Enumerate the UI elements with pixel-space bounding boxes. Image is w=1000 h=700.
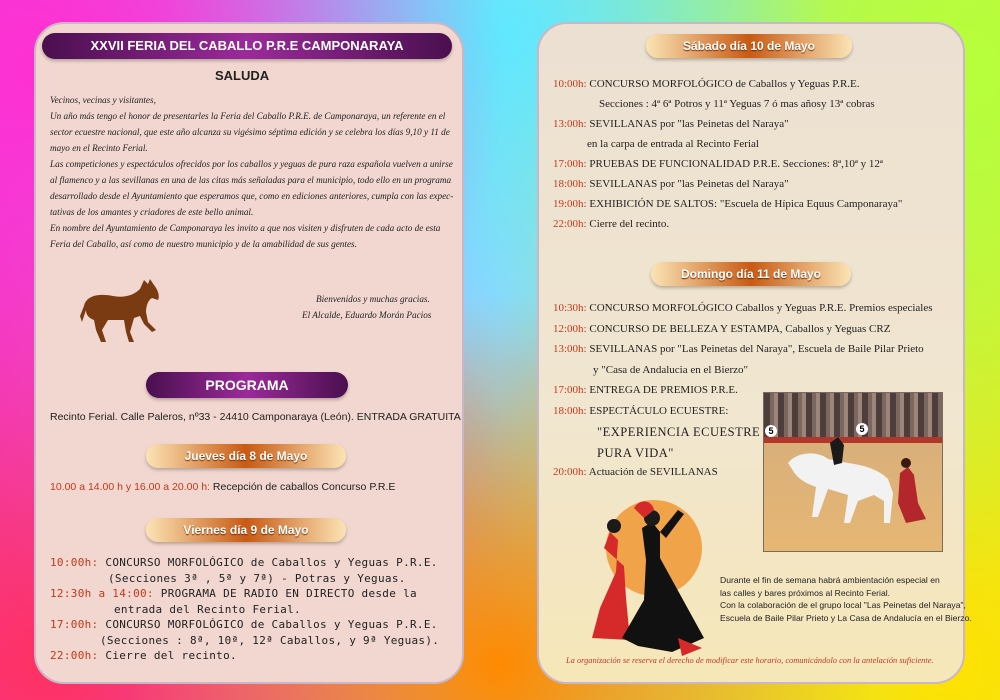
viernes-row (100, 634, 439, 647)
schedule-time: 22:00h: (553, 218, 587, 230)
schedule-time: 12:00h: (553, 322, 587, 335)
schedule-text: PURA VIDA" (597, 445, 674, 460)
arena-badge-right: 5 (856, 423, 868, 435)
flamenco-dancers-illustration (582, 488, 710, 658)
sabado-row (553, 78, 860, 90)
fair-title-banner: XXVII FERIA DEL CABALLO P.R.E CAMPONARAYA (42, 33, 452, 59)
schedule-text: entrada del Recinto Ferial. (114, 602, 301, 616)
schedule-text: (Secciones 3ª , 5ª y 7ª) - Potras y Yeguas. (108, 571, 406, 585)
schedule-time: 18:00h: (553, 404, 587, 417)
schedule-text: EXHIBICIÓN DE SALTOS: "Escuela de Hípica Equus Camponaraya" (589, 198, 903, 210)
domingo-row (553, 384, 738, 396)
schedule-text: PRUEBAS DE FUNCIONALIDAD P.R.E. Secciones: 8ª,10ª y 12ª (589, 158, 883, 170)
schedule-text: (Secciones : 8ª, 10ª, 12ª Caballos, y 9ª Yeguas). (100, 633, 440, 647)
schedule-text: Actuación de SEVILLANAS (588, 466, 718, 478)
schedule-time: 10:00h: (50, 556, 99, 569)
disclaimer: La organización se reserva el derecho de modificar este horario, comunicándolo con la antelación suficiente. (566, 656, 934, 665)
saluda-line: Vecinos, vecinas y visitantes, (50, 95, 156, 105)
schedule-text: CONCURSO MORFOLÓGICO de Caballos y Yeguas P.R.E. (105, 556, 438, 569)
viernes-row (50, 649, 237, 662)
viernes-row (108, 572, 406, 585)
jueves-row (50, 481, 395, 493)
saluda-line: En nombre del Ayuntamiento de Camponaraya les invito a que nos visiten y disfruten de cada acto de esta (50, 223, 441, 233)
schedule-text: CONCURSO MORFOLÓGICO de Caballos y Yeguas P.R.E. (105, 618, 438, 631)
schedule-text: ESPECTÁCULO ECUESTRE: (589, 404, 729, 417)
schedule-time: 17:00h: (50, 618, 99, 631)
jueves-heading: Jueves día 8 de Mayo (146, 444, 346, 468)
note-line: Con la colaboración de el grupo local "Las Peinetas del Naraya", (720, 600, 966, 610)
schedule-time: 13:00h: (553, 343, 587, 355)
arena-badge-left: 5 (765, 425, 777, 437)
schedule-text: Cierre del recinto. (589, 218, 670, 230)
schedule-text: en la carpa de entrada al Recinto Ferial (587, 138, 759, 150)
schedule-time: 10:30h: (553, 302, 587, 314)
jueves-time: 10.00 a 14.00 h y 16.00 a 20.00 h: (50, 481, 210, 493)
domingo-row (593, 364, 748, 376)
schedule-time: 10:00h: (553, 78, 587, 90)
sabado-row (553, 158, 883, 170)
domingo-heading: Domingo día 11 de Mayo (651, 262, 851, 286)
mayor-signature: El Alcalde, Eduardo Morán Pacios (302, 310, 432, 320)
saluda-line: al flamenco y a las sevillanas en una de las citas más señaladas para el municipio, todo ello en un programa (50, 175, 452, 185)
schedule-time: 20:00h: (553, 466, 587, 478)
sabado-row (599, 98, 875, 110)
schedule-text: SEVILLANAS por "Las Peinetas del Naraya", Escuela de Baile Pilar Prieto (589, 343, 924, 355)
schedule-text: PROGRAMA DE RADIO EN DIRECTO desde la (160, 587, 417, 600)
programa-banner: PROGRAMA (146, 372, 348, 398)
domingo-row (553, 302, 933, 314)
viernes-row (114, 603, 301, 616)
domingo-row (597, 425, 760, 440)
venue-address: Recinto Ferial. Calle Paleros, nº33 - 24410 Camponaraya (León). ENTRADA GRATUITA (50, 411, 461, 423)
schedule-text: Secciones : 4ª 6ª Potros y 11ª Yeguas 7 ó mas añosy 13ª cobras (599, 98, 875, 110)
schedule-text: CONCURSO MORFOLÓGICO Caballos y Yeguas P.R.E. Premios especiales (589, 302, 933, 314)
domingo-row (553, 466, 718, 478)
saluda-line: Un año más tengo el honor de presentarles la Feria del Caballo P.R.E. de Camponaraya, un referente en el (50, 111, 446, 121)
sabado-row (553, 218, 669, 230)
saluda-line: Las competiciones y espectáculos ofrecidos por los caballos y yeguas de pura raza española vuelven a unirse (50, 159, 453, 169)
domingo-row (597, 446, 674, 461)
sabado-heading: Sábado día 10 de Mayo (646, 34, 852, 58)
viernes-row (50, 556, 438, 569)
saluda-line: Feria del Caballo, así como de nuestro municipio y de la amabilidad de sus gentes. (50, 239, 357, 249)
domingo-row (553, 405, 728, 417)
schedule-text: CONCURSO MORFOLÓGICO de Caballos y Yeguas P.R.E. (589, 78, 860, 90)
domingo-row (553, 323, 890, 335)
saluda-line: desarrollado desde el Ayuntamiento que esperamos que, como en ediciones anteriores, cumpla con las expec- (50, 191, 454, 201)
horse-and-dancer-icon (778, 423, 938, 549)
note-line: Escuela de Baile Pilar Prieto y La Casa de Andalucía en el Bierzo. (720, 612, 972, 623)
viernes-row (50, 587, 417, 600)
sabado-row (553, 118, 789, 130)
sabado-row (553, 178, 789, 190)
schedule-text: SEVILLANAS por "las Peinetas del Naraya" (589, 118, 789, 130)
schedule-time: 19:00h: (553, 198, 587, 210)
viernes-row (50, 618, 438, 631)
schedule-text: Cierre del recinto. (105, 649, 237, 662)
viernes-heading: Viernes día 9 de Mayo (146, 518, 346, 542)
schedule-text: y "Casa de Andalucia en el Bierzo" (593, 363, 748, 376)
horse-silhouette-icon (78, 276, 166, 346)
note-line: las calles y bares próximos al Recinto Ferial. (720, 587, 891, 598)
schedule-text: ENTREGA DE PREMIOS P.R.E. (589, 384, 738, 396)
schedule-time: 12:30h a 14:00: (50, 587, 154, 600)
equestrian-photo (763, 392, 943, 552)
saluda-line: sector ecuestre nacional, que este año alcanza su vigésimo séptima edición y se celebra los días 9,10 y 11 de (50, 127, 450, 137)
sabado-row (553, 198, 902, 210)
schedule-time: 17:00h: (553, 384, 587, 396)
schedule-text: "EXPERIENCIA ECUESTRE (597, 425, 761, 439)
jueves-text: Recepción de caballos Concurso P.R.E (212, 481, 396, 493)
schedule-time: 22:00h: (50, 649, 99, 662)
saluda-line: tativas de los amantes y criadores de este bello animal. (50, 207, 254, 217)
welcome-line: Bienvenidos y muchas gracias. (316, 294, 430, 304)
schedule-time: 17:00h: (553, 158, 587, 170)
schedule-text: SEVILLANAS por "las Peinetas del Naraya" (589, 178, 789, 190)
note-line: Durante el fin de semana habrá ambientación especial en (720, 575, 940, 585)
sabado-row (587, 138, 759, 150)
saluda-heading: SALUDA (215, 68, 270, 83)
schedule-time: 13:00h: (553, 118, 587, 130)
schedule-text: CONCURSO DE BELLEZA Y ESTAMPA, Caballos y Yeguas CRZ (589, 322, 891, 335)
domingo-row (553, 343, 924, 355)
saluda-line: mayo en el Recinto Ferial. (50, 143, 148, 153)
schedule-time: 18:00h: (553, 178, 587, 190)
